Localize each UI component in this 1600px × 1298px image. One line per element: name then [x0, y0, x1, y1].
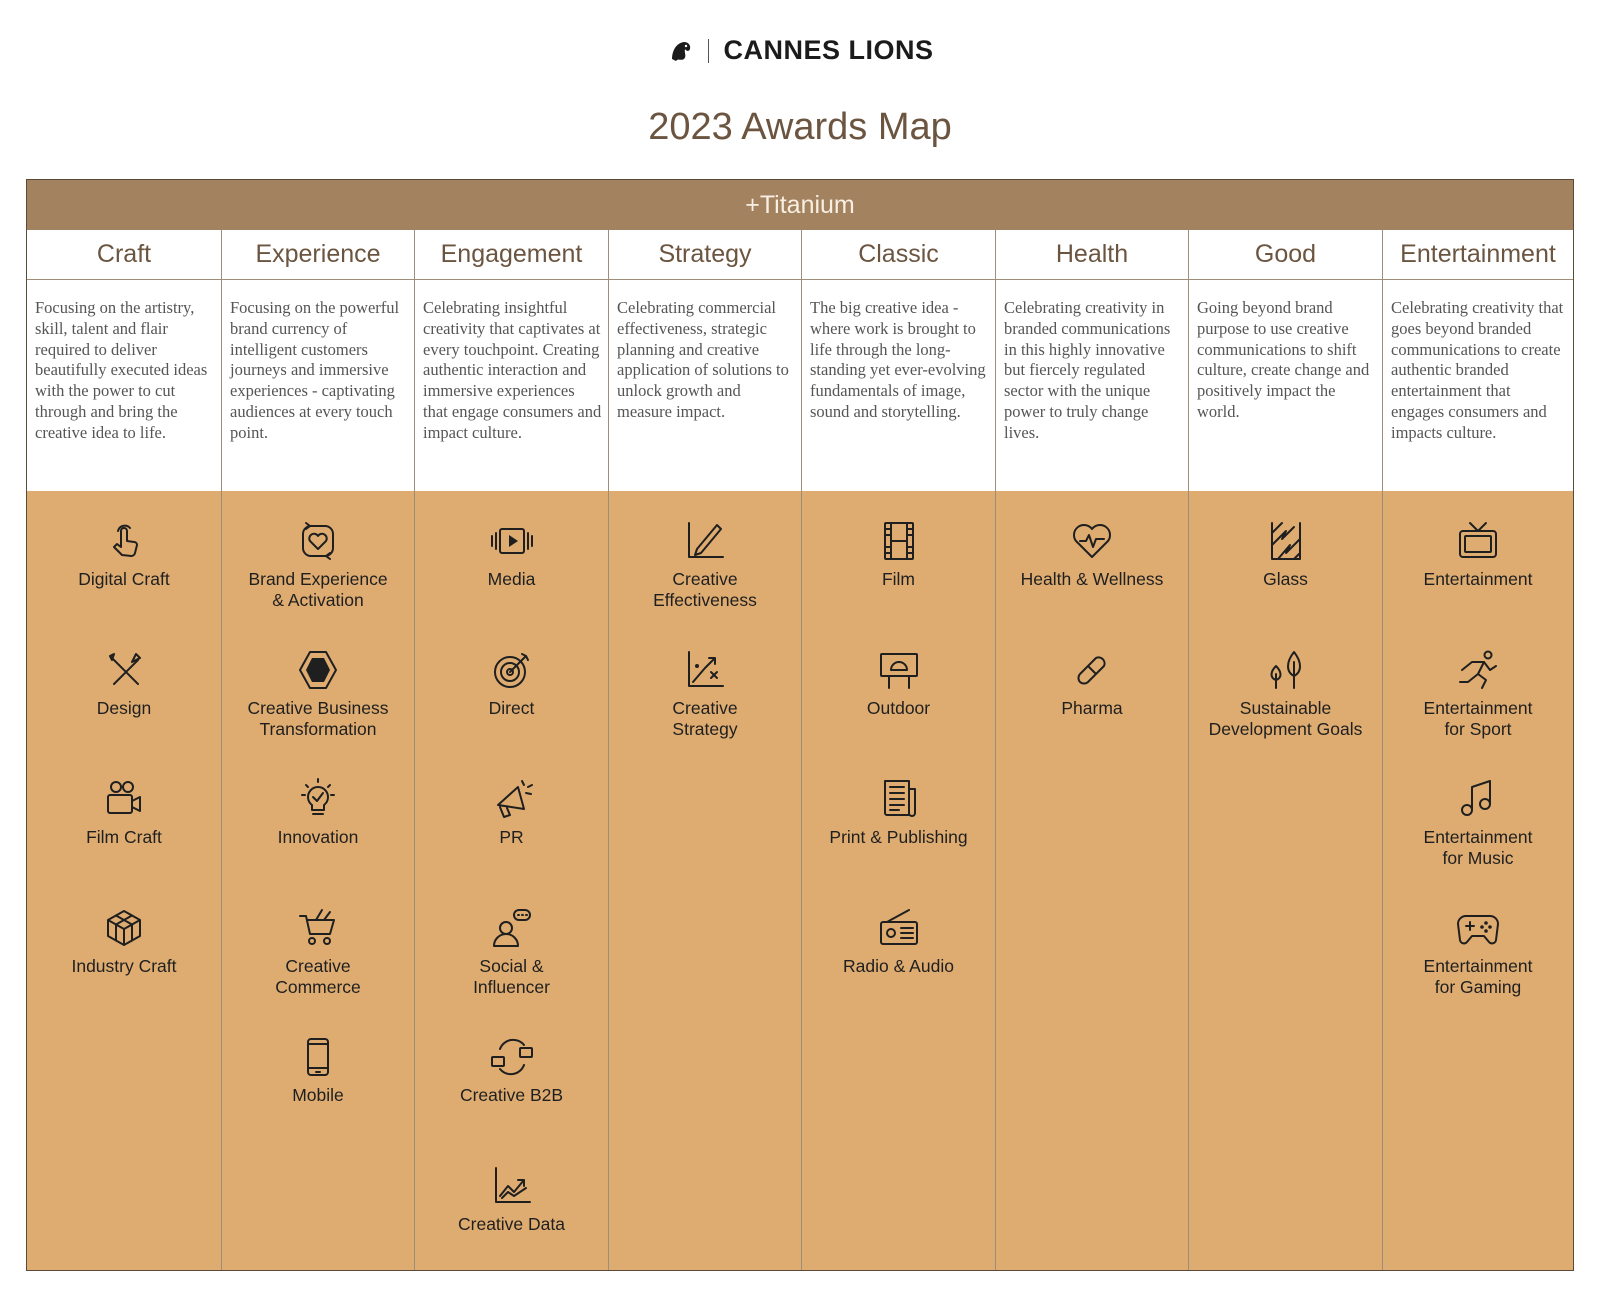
award-label: Entertainment for Sport: [1423, 698, 1533, 739]
column-description-text: Celebrating commercial effectiveness, strategic planning and creative application of solutions to unlock growth and measure impact.: [617, 298, 789, 421]
award-label: Creative Strategy: [672, 698, 738, 739]
target-icon: [490, 648, 534, 692]
award-item[interactable]: [27, 906, 221, 977]
award-item[interactable]: [27, 648, 221, 719]
award-label: Creative Business Transformation: [247, 698, 389, 739]
award-label: Entertainment for Music: [1423, 827, 1533, 868]
award-item[interactable]: [222, 1035, 414, 1106]
column-description-text: Focusing on the artistry, skill, talent and flair required to deliver beautifully executed ideas with the power to cut through and bring the creative idea to life.: [35, 298, 208, 442]
pointer-hand-icon: [102, 519, 146, 563]
award-label: Entertainment for Gaming: [1423, 956, 1533, 997]
column-strategy: [608, 230, 801, 1270]
column-title: Experience: [222, 230, 414, 280]
award-label: Radio & Audio: [843, 956, 954, 976]
award-label: Brand Experience & Activation: [248, 569, 388, 610]
column-awards: [1383, 491, 1573, 1270]
award-item[interactable]: [1383, 777, 1573, 869]
logo-divider: [708, 39, 709, 63]
column-title: Classic: [802, 230, 995, 280]
column-awards: [222, 491, 414, 1270]
award-item[interactable]: [222, 519, 414, 611]
award-label: Innovation: [277, 827, 359, 847]
person-chat-icon: [490, 906, 534, 950]
column-description: [222, 280, 414, 491]
award-item[interactable]: [802, 906, 995, 977]
glass-icon: [1264, 519, 1308, 563]
hexagon-icon: [296, 648, 340, 692]
lightbulb-icon: [296, 777, 340, 821]
runner-icon: [1456, 648, 1500, 692]
award-label: PR: [499, 827, 524, 847]
award-item[interactable]: [415, 1035, 608, 1106]
cart-icon: [296, 906, 340, 950]
column-title: Entertainment: [1383, 230, 1573, 280]
phone-icon: [296, 1035, 340, 1079]
column-title: Strategy: [609, 230, 801, 280]
gamepad-icon: [1456, 906, 1500, 950]
column-description-text: Going beyond brand purpose to use creative communications to shift culture, create change and positively impact the world.: [1197, 298, 1370, 421]
award-label: Design: [96, 698, 152, 718]
column-description: [1189, 280, 1382, 491]
column-description-text: Celebrating insightful creativity that captivates at every touchpoint. Creating authentic interaction and immersive experiences that engage consumers and impact culture.: [423, 298, 602, 442]
award-item[interactable]: [609, 519, 801, 611]
award-label: Creative B2B: [459, 1085, 564, 1105]
column-awards: [802, 491, 995, 1270]
header: [0, 0, 1600, 180]
brand-name: CANNES LIONS: [723, 35, 934, 65]
column-description: [1383, 280, 1573, 491]
column-awards: [415, 491, 608, 1270]
heartbeat-icon: [1070, 519, 1114, 563]
column-title: Craft: [27, 230, 221, 280]
newspaper-icon: [877, 777, 921, 821]
awards-grid: [26, 179, 1574, 1271]
award-item[interactable]: [222, 906, 414, 998]
column-description: [415, 280, 608, 491]
award-item[interactable]: [996, 648, 1188, 719]
page-title: 2023 Awards Map: [648, 106, 952, 148]
award-label: Health & Wellness: [1020, 569, 1164, 589]
award-label: Social & Influencer: [473, 956, 550, 997]
award-item[interactable]: [415, 648, 608, 719]
column-description-text: The big creative idea - where work is brought to life through the long-standing yet ever-evolving fundamentals of image, sound and storytelling.: [810, 298, 986, 421]
award-label: Outdoor: [866, 698, 931, 718]
column-title: Good: [1189, 230, 1382, 280]
radio-icon: [877, 906, 921, 950]
titanium-banner: +Titanium: [27, 180, 1573, 230]
award-item[interactable]: [222, 648, 414, 740]
award-item[interactable]: [1383, 519, 1573, 590]
column-title: Engagement: [415, 230, 608, 280]
column-awards: [996, 491, 1188, 1270]
column-craft: [27, 230, 221, 1270]
award-label: Mobile: [292, 1085, 344, 1105]
column-description-text: Celebrating creativity in branded communications in this highly innovative but fiercely regulated sector with the unique power to truly change lives.: [1004, 298, 1171, 442]
award-label: Direct: [488, 698, 535, 718]
award-label: Media: [487, 569, 536, 589]
award-item[interactable]: [1189, 519, 1382, 590]
column-description: [996, 280, 1188, 491]
award-label: Sustainable Development Goals: [1208, 698, 1363, 739]
award-label: Print & Publishing: [829, 827, 968, 847]
billboard-icon: [877, 648, 921, 692]
award-item[interactable]: [802, 777, 995, 848]
award-item[interactable]: [27, 777, 221, 848]
award-item[interactable]: [27, 519, 221, 590]
award-item[interactable]: [1189, 648, 1382, 740]
award-item[interactable]: [802, 519, 995, 590]
camera-icon: [102, 777, 146, 821]
column-description: [609, 280, 801, 491]
column-description-text: Focusing on the powerful brand currency of intelligent customers journeys and immersive experiences - captivating audiences at every touch point.: [230, 298, 400, 442]
column-good: [1188, 230, 1382, 1270]
music-note-icon: [1456, 777, 1500, 821]
pencil-graph-icon: [683, 519, 727, 563]
award-item[interactable]: [1383, 648, 1573, 740]
column-awards: [27, 491, 221, 1270]
column-health: [995, 230, 1188, 1270]
lion-logo-icon: [666, 37, 694, 65]
column-description-text: Celebrating creativity that goes beyond branded communications to create authentic branded entertainment that engages consumers and impacts culture.: [1391, 298, 1564, 442]
column-engagement: [414, 230, 608, 1270]
line-chart-icon: [490, 1164, 534, 1208]
award-label: Film Craft: [86, 827, 162, 847]
award-item[interactable]: [996, 519, 1188, 590]
megaphone-icon: [490, 777, 534, 821]
award-label: Creative Data: [458, 1214, 565, 1234]
briefcase-cycle-icon: [490, 1035, 534, 1079]
tv-icon: [1456, 519, 1500, 563]
column-awards: [609, 491, 801, 1270]
award-item[interactable]: [415, 1164, 608, 1235]
column-description: [27, 280, 221, 491]
play-icon: [490, 519, 534, 563]
brand-logo: [0, 35, 1600, 66]
award-item[interactable]: [415, 906, 608, 998]
award-item[interactable]: [415, 519, 608, 590]
cube-icon: [102, 906, 146, 950]
column-classic: [801, 230, 995, 1270]
award-item[interactable]: [1383, 906, 1573, 998]
award-item[interactable]: [802, 648, 995, 719]
award-label: Glass: [1263, 569, 1308, 589]
column-awards: [1189, 491, 1382, 1270]
award-item[interactable]: [609, 648, 801, 740]
award-label: Film: [881, 569, 916, 589]
column-experience: [221, 230, 414, 1270]
award-label: Creative Effectiveness: [653, 569, 757, 610]
pill-icon: [1070, 648, 1114, 692]
trees-icon: [1264, 648, 1308, 692]
column-description: [802, 280, 995, 491]
award-label: Digital Craft: [78, 569, 170, 589]
award-label: Creative Commerce: [275, 956, 361, 997]
award-item[interactable]: [415, 777, 608, 848]
award-label: Industry Craft: [71, 956, 177, 976]
film-strip-icon: [877, 519, 921, 563]
heart-cycle-icon: [296, 519, 340, 563]
award-label: Entertainment: [1423, 569, 1533, 589]
column-title: Health: [996, 230, 1188, 280]
pen-ruler-icon: [102, 648, 146, 692]
award-label: Pharma: [1061, 698, 1123, 718]
column-entertainment: [1382, 230, 1573, 1270]
strategy-graph-icon: [683, 648, 727, 692]
award-item[interactable]: [222, 777, 414, 848]
